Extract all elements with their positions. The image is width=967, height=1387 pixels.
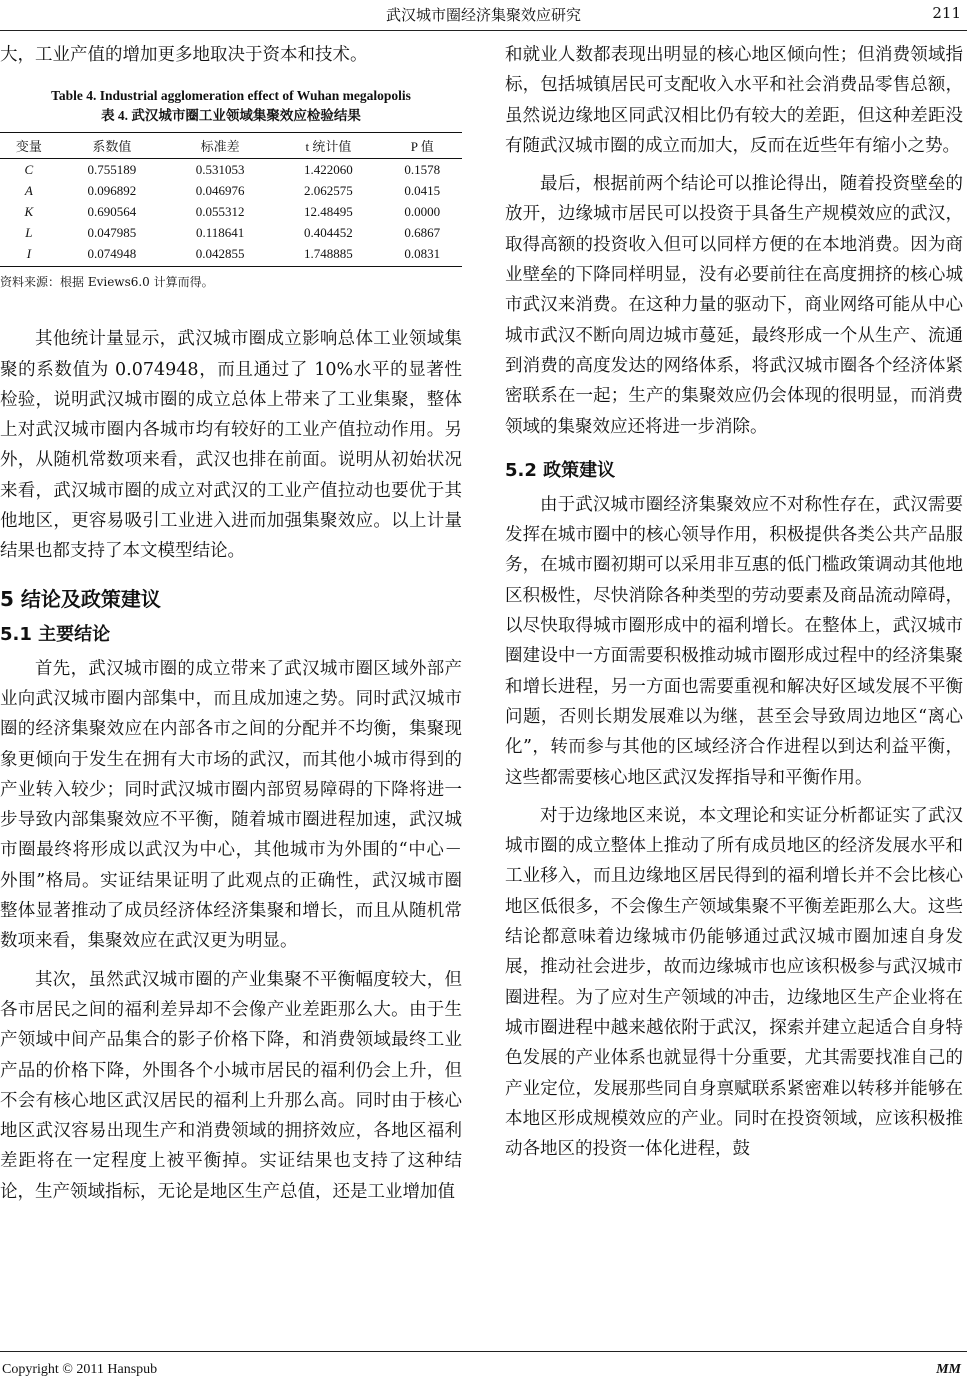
copyright-text: Copyright © 2011 Hanspub <box>2 1362 158 1377</box>
table-cell: 0.0415 <box>404 183 441 199</box>
running-header <box>0 0 967 31</box>
table-cell: 0.096892 <box>87 183 137 199</box>
table-row <box>0 222 462 243</box>
table-cell: 1.748885 <box>274 243 382 267</box>
table-cell: L <box>25 225 33 241</box>
column-header: 标准差 <box>166 133 274 159</box>
table-cell: 1.422060 <box>304 162 353 178</box>
table-cell: 0.042855 <box>166 243 274 267</box>
column-header: P 值 <box>383 133 462 159</box>
table-caption-zh: 表 4. 武汉城市圈工业领域集聚效应检验结果 <box>101 108 361 124</box>
table-cell: 0.1578 <box>404 162 441 178</box>
second-conclusion-paragraph: 其次，虽然武汉城市圈的产业集聚不平衡幅度较大，但各市居民之间的福利差异却不会像产业差距那么大。由于生产领域中间产品集合的影子价格下降，和消费领域最终工业产品的价格下降，外围各个小城市居民的福利仍会上升，但不会有核心地区武汉居民的福利上升那么高。同时由于核心地区武汉容易出现生产和消费领域的拥挤效应，各地区福利差距将在一定程度上被平衡掉。实证结果也支持了这种结论，生产领域指标，无论是地区生产总值，还是工业增加值 <box>0 969 462 1202</box>
table-row <box>0 243 462 267</box>
table-cell: 0.074948 <box>58 243 166 267</box>
table-cell: A <box>24 183 33 199</box>
table-cell: 0.0000 <box>404 204 441 220</box>
page-footer <box>0 1351 967 1387</box>
table-cell: 12.48495 <box>304 204 353 220</box>
running-title: 武汉城市圈经济集聚效应研究 <box>385 6 581 24</box>
table-cell: 0.6867 <box>404 225 441 241</box>
section-5-heading: 5 结论及政策建议 <box>0 586 161 611</box>
table-cell: I <box>0 243 58 267</box>
table-cell: 0.055312 <box>195 204 245 220</box>
edge-region-paragraph: 对于边缘地区来说，本文理论和实证分析都证实了武汉城市圈的成立整体上推动了所有成员地区的经济发展水平和工业移入，而且边缘地区居民得到的福利增长并不会比核心地区低很多，不会像生产领域集聚不平衡差距那么大。这些结论都意味着边缘城市仍能够通过武汉城市圈加速自身发展，推动社会进步，故而边缘城市也应该积极参与武汉城市圈进程。为了应对生产领域的冲击，边缘地区生产企业将在城市圈进程中越来越依附于武汉，探索并建立起适合自身特色发展的产业体系也就显得十分重要，尤其需要找准自己的产业定位，发展那些同自身禀赋联系紧密难以转移并能够在本地区形成规模效应的产业。同时在投资领域，应该积极推动各地区的投资一体化进程，鼓 <box>505 805 963 1160</box>
page-number: 211 <box>932 4 961 22</box>
table-caption <box>0 86 462 126</box>
section-5-2-heading: 5.2 政策建议 <box>505 459 616 481</box>
table-cell: 0.690564 <box>87 204 137 220</box>
table-cell: 0.118641 <box>196 225 245 241</box>
table-cell: K <box>24 204 34 220</box>
table-header-row <box>0 133 462 159</box>
stats-paragraph: 其他统计量显示，武汉城市圈成立影响总体工业领域集聚的系数值为 0.074948，而且通过了 10%水平的显著性检验，说明武汉城市圈的成立总体上带来了工业集聚，整体上对武汉城市圈内各城市均有较好的工业产值拉动作用。另外，从随机常数项来看，武汉也排在前面。说明从初始状况来看，武汉城市圈的成立对武汉的工业产值拉动也要优于其他地区，更容易吸引工业进入进而加强集聚效应。以上计量结果也都支持了本文模型结论。 <box>0 329 462 562</box>
table-cell: 0.531053 <box>195 162 245 178</box>
first-conclusion-paragraph: 首先，武汉城市圈的成立带来了武汉城市圈区域外部产业向武汉城市圈内部集中，而且成加速之势。同时武汉城市圈的经济集聚效应在内部各市之间的分配并不均衡，集聚现象更倾向于发生在拥有大市场的武汉，而其他小城市得到的产业转入较少；同时武汉城市圈内部贸易障碍的下降将进一步导致内部集聚效应不平衡，随着城市圈进程加速，武汉城市圈最终将形成以武汉为中心，其他城市为外围的“中心－外围”格局。实证结果证明了此观点的正确性，武汉城市圈整体显著推动了成员经济体经济集聚和增长，而且从随机常数项来看，集聚效应在武汉更为明显。 <box>0 658 462 952</box>
third-conclusion-paragraph: 最后，根据前两个结论可以推论得出，随着投资壁垒的放开，边缘城市居民可以投资于具备生产规模效应的武汉，取得高额的投资收入但可以同样方便的在本地消费。因为商业壁垒的下降同样明显，没有必要前往在高度拥挤的核心城市武汉来消费。在这种力量的驱动下，商业网络可能从中心城市武汉不断向周边城市蔓延，最终形成一个从生产、流通到消费的高度发达的网络体系，将武汉城市圈各个经济体紧密联系在一起；生产的集聚效应仍会体现的很明显，而消费领域的集聚效应还将进一步消除。 <box>505 174 963 437</box>
table-cell: 0.755189 <box>87 162 137 178</box>
column-header: t 统计值 <box>274 133 382 159</box>
regression-table <box>0 132 462 267</box>
table-source-note: 资料来源：根据 Eviews6.0 计算而得。 <box>0 275 214 290</box>
table-caption-en: Table 4. Industrial agglomeration effect of Wuhan megalopolis <box>51 88 411 104</box>
table-cell: 0.047985 <box>87 225 137 241</box>
table-cell: 0.404452 <box>304 225 353 241</box>
column-header: 变量 <box>0 133 58 159</box>
policy-paragraph: 由于武汉城市圈经济集聚效应不对称性存在，武汉需要发挥在城市圈中的核心领导作用，积极提供各类公共产品服务，在城市圈初期可以采用非互惠的低门槛政策调动其他地区积极性，尽快消除各种类型的劳动要素及商品流动障碍，以尽快取得城市圈形成中的福利增长。在整体上，武汉城市圈建设中一方面需要积极推动城市圈形成过程中的经济集聚和增长进程，另一方面也需要重视和解决好区域发展不平衡问题，否则长期发展难以为继，甚至会导致周边地区“离心化”，转而参与其他的区域经济合作进程以到达利益平衡，这些都需要核心地区武汉发挥指导和平衡作用。 <box>505 494 963 788</box>
left-column <box>0 40 462 1207</box>
table-cell: 0.0831 <box>383 243 462 267</box>
table-cell: 2.062575 <box>304 183 353 199</box>
table-row <box>0 159 462 181</box>
table-row <box>0 201 462 222</box>
right-column <box>505 40 963 1164</box>
table-cell: 0.046976 <box>195 183 245 199</box>
section-5-1-heading: 5.1 主要结论 <box>0 623 111 645</box>
table-cell: C <box>24 162 34 178</box>
continued-paragraph: 和就业人数都表现出明显的核心地区倾向性；但消费领域指标，包括城镇居民可支配收入水平和社会消费品零售总额，虽然说边缘地区同武汉相比仍有较大的差距，但这种差距没有随武汉城市圈的成立而加大，反而在近些年有缩小之势。 <box>505 45 963 156</box>
intro-paragraph: 大，工业产值的增加更多地取决于资本和技术。 <box>0 45 368 65</box>
table-row <box>0 180 462 201</box>
column-header: 系数值 <box>58 133 166 159</box>
journal-abbreviation: MM <box>936 1362 961 1377</box>
